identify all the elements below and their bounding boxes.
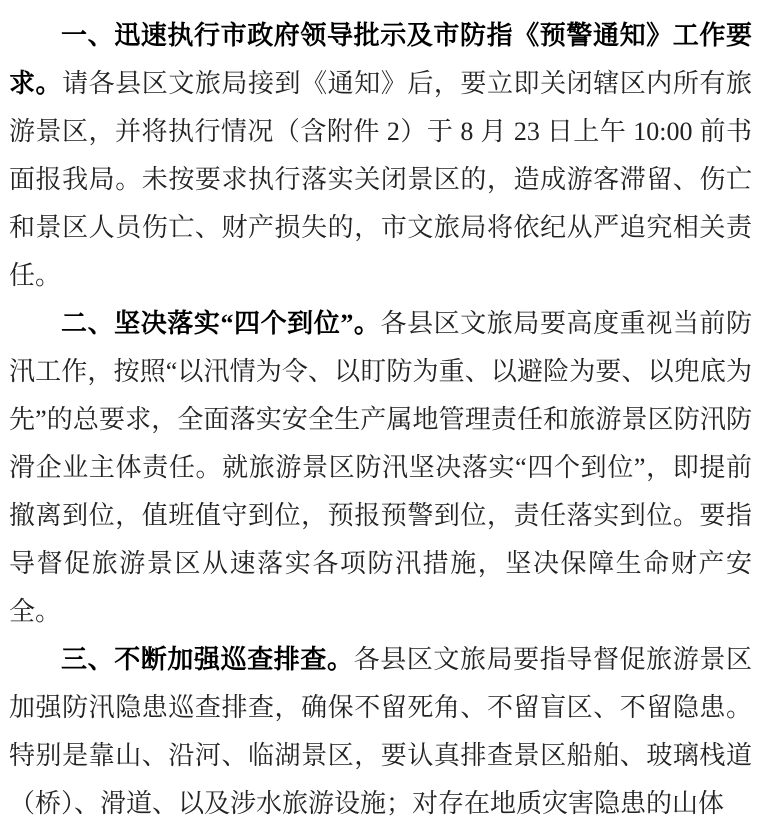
section-1-body: 请各县区文旅局接到《通知》后，要立即关闭辖区内所有旅游景区，并将执行情况（含附件 2）于 8 月 23 日上午 10:00 前书面报我局。未按要求执行落实关闭景区的，造成游客滞留、伤亡和景区人员伤亡、财产损失的，市文旅局将依纪从严追究相关责任。 [9,69,752,290]
section-2-body: 各县区文旅局要高度重视当前防汛工作，按照“以汛情为令、以盯防为重、以避险为要、以兜底为先”的总要求，全面落实安全生产属地管理责任和旅游景区防汛防滑企业主体责任。就旅游景区防汛坚决落实“四个到位”，即提前撤离到位，值班值守到位，预报预警到位，责任落实到位。要指导督促旅游景区从速落实各项防汛措施，坚决保障生命财产安全。 [9,309,752,626]
notice-paragraph-2 [9,300,752,636]
section-2-heading: 二、坚决落实“四个到位”。 [61,309,381,338]
section-3-heading: 三、不断加强巡查排查。 [61,645,354,674]
notice-paragraph-3 [9,636,752,828]
section-3-body: 各县区文旅局要指导督促旅游景区加强防汛隐患巡查排查，确保不留死角、不留盲区、不留隐患。特别是靠山、沿河、临湖景区，要认真排查景区船舶、玻璃栈道（桥）、滑道、以及涉水旅游设施；对存在地质灾害隐患的山体 [9,645,752,818]
notice-paragraph-1 [9,12,752,300]
section-1-heading: 一、迅速执行市政府领导批示及市防指《预警通知》工作要求。 [9,21,752,98]
